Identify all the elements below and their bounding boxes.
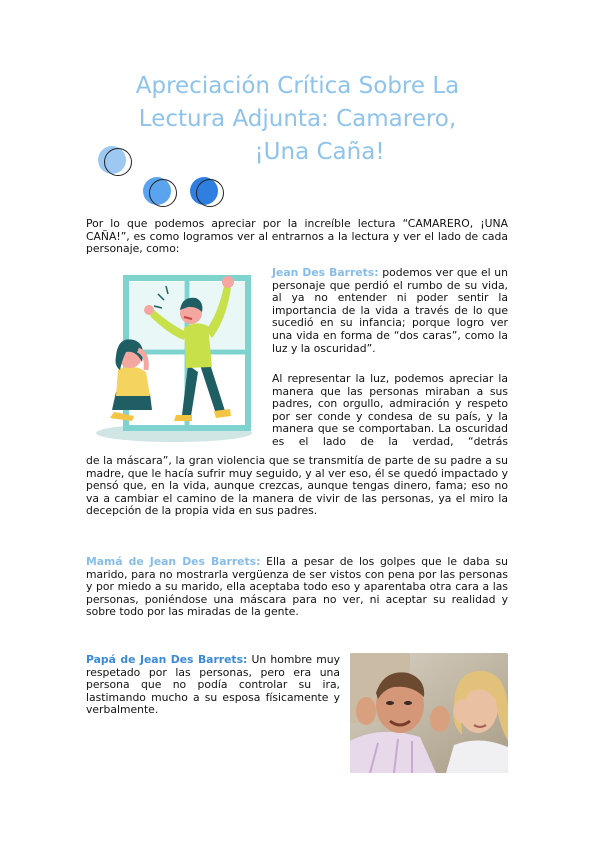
document-title (60, 70, 535, 169)
papa-label: Papá de Jean Des Barrets: (86, 653, 248, 666)
couple-argument-photo (350, 653, 508, 773)
jean-paragraph (272, 267, 508, 355)
jean-paragraph-2-full: de la máscara”, la gran violencia que se transmitía de parte de su padre a su madre, que le hacía sufrir muy seguido, y al ver eso, él se quedó impactado y pensó que, en la vida, aunque crezcas, aunque tengas dinero, fama; eso no va a cambiar el camino de la manera de vivir de las personas, ya el miro la decepción de la propia vida en sus padres. (86, 454, 508, 518)
mama-label: Mamá de Jean Des Barrets: (86, 555, 261, 568)
mama-text: Ella a pesar de los golpes que le daba su marido, para no mostrarla vergüenza de ser vistos con pena por las personas y por miedo a su marido, ella aceptaba todo eso y aparentaba otra cara a las personas, poniéndose una máscara para no ver, ni aceptar su realidad y sobre todo por las miradas de la gente. (86, 555, 508, 619)
title-line-3: ¡Una Caña! (254, 139, 385, 165)
title-line-1: Apreciación Crítica Sobre La (135, 73, 460, 99)
jean-paragraph-2-side: Al representar la luz, podemos apreciar la manera que las personas miraban a sus padres, con orgullo, admiración y respeto por ser conde y condesa de su país, y la manera que se comportaban. La oscuridad es el lado de la verdad, “detrás (272, 372, 508, 448)
papa-text: Un hombre muy respetado por las personas, pero era una persona que no podía controlar su ira, lastimando mucho a su esposa físicamente y verbalmente. (86, 653, 340, 717)
mama-paragraph (86, 556, 508, 619)
couple-argument-illustration (92, 270, 262, 445)
jean-label: Jean Des Barrets: (272, 266, 379, 279)
jean-text: podemos ver que el un personaje que perdió el rumbo de su vida, al ya no entender ni poder sentir la importancia de la vida a través de lo que sucedió en su infancia; porque logro ver una vida en forma de “dos caras”, como la luz y la oscuridad”. (272, 266, 508, 355)
intro-paragraph: Por lo que podemos apreciar por la increíble lectura “CAMARERO, ¡UNA CAÑA!”, es como logramos ver al entrarnos a la lectura y ver el lado de cada personaje, como: (86, 217, 508, 256)
title-line-2: Lectura Adjunta: Camarero, (138, 106, 457, 132)
papa-paragraph (86, 654, 340, 717)
